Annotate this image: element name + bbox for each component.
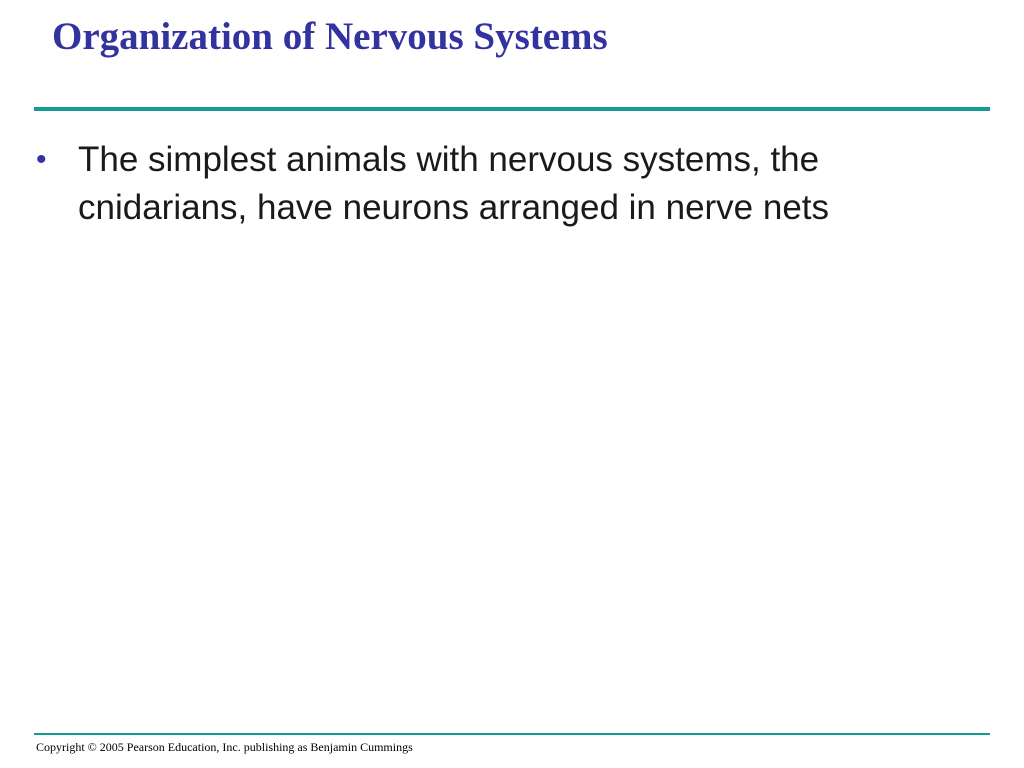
bullet-text: The simplest animals with nervous systems, the cnidarians, have neurons arranged in nerve nets	[78, 140, 830, 227]
footer-divider	[34, 733, 990, 735]
bullet-list	[34, 136, 974, 232]
bullet-marker: •	[36, 143, 47, 176]
slide-title: Organization of Nervous Systems	[52, 15, 608, 58]
copyright-footer: Copyright © 2005 Pearson Education, Inc. publishing as Benjamin Cummings	[36, 740, 413, 754]
bullet-item	[34, 136, 974, 232]
title-divider	[34, 107, 990, 111]
